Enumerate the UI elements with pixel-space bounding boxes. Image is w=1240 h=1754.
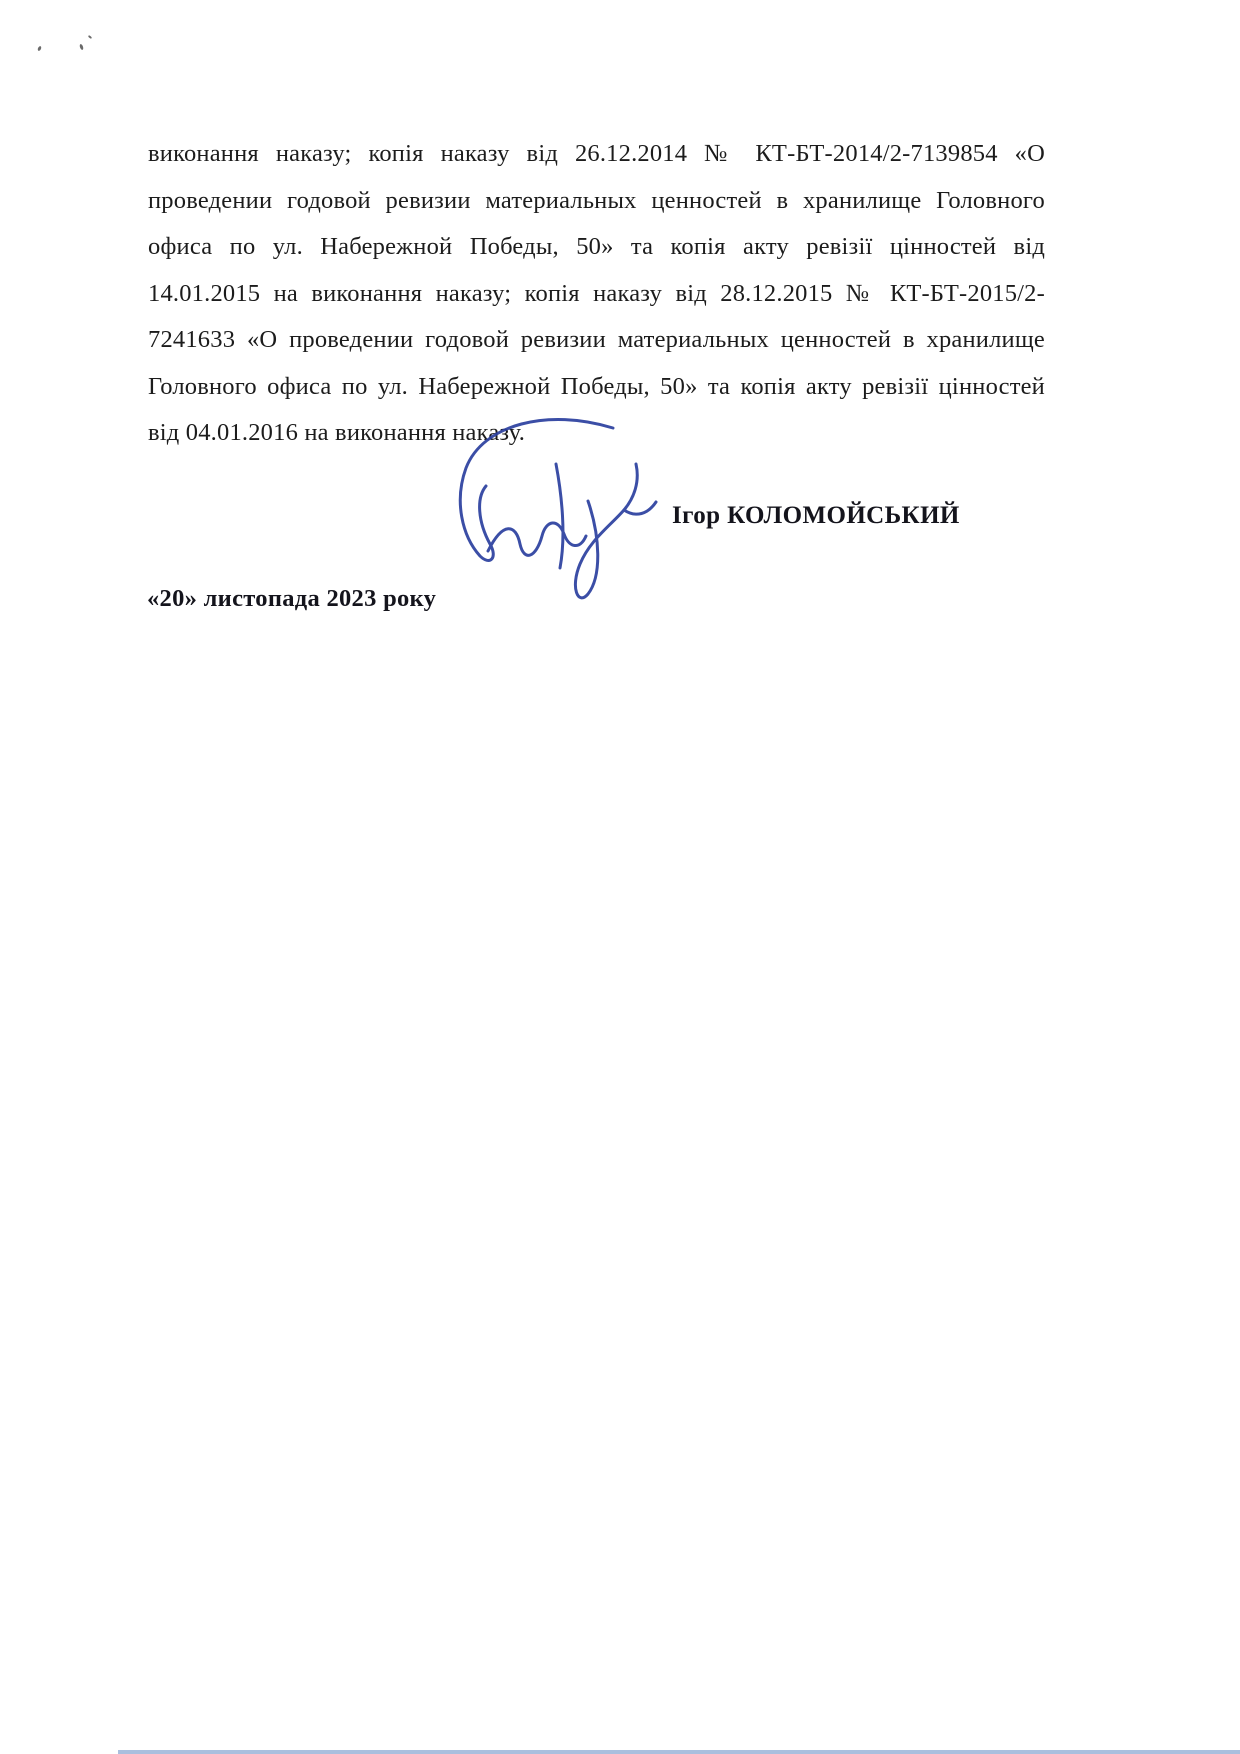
scan-edge-artifact — [118, 1750, 1240, 1754]
signature-stroke — [556, 464, 563, 568]
text-line: проведении годовой ревизии материальных ценностей в хранилище Головного — [148, 186, 1045, 214]
signatory-name: Ігор КОЛОМОЙСЬКИЙ — [672, 502, 960, 529]
handwritten-signature-ink — [428, 406, 688, 611]
scan-speck — [37, 46, 42, 52]
scan-speck — [88, 35, 92, 39]
signature-stroke — [488, 523, 586, 555]
text-line: від 04.01.2016 на виконання наказу. — [148, 419, 526, 446]
text-line: офиса по ул. Набережной Победы, 50» та копія акту ревізії цінностей від — [148, 233, 1045, 260]
text-line: 7241633 «О проведении годовой ревизии материальных ценностей в хранилище — [148, 326, 1045, 353]
signature-stroke — [575, 464, 637, 598]
scan-speck — [79, 44, 84, 51]
signature-stroke — [460, 419, 613, 560]
text-line: Головного офиса по ул. Набережной Победы, 50» та копія акту ревізії цінностей — [148, 372, 1045, 400]
text-line: 14.01.2015 на виконання наказу; копія наказу від 28.12.2015 № КТ-БТ-2015/2- — [148, 279, 1045, 307]
date-line: «20» листопада 2023 року — [147, 585, 437, 612]
text-line: виконання наказу; копія наказу від 26.12.2014 № КТ-БТ-2014/2-7139854 «О — [148, 140, 1045, 167]
